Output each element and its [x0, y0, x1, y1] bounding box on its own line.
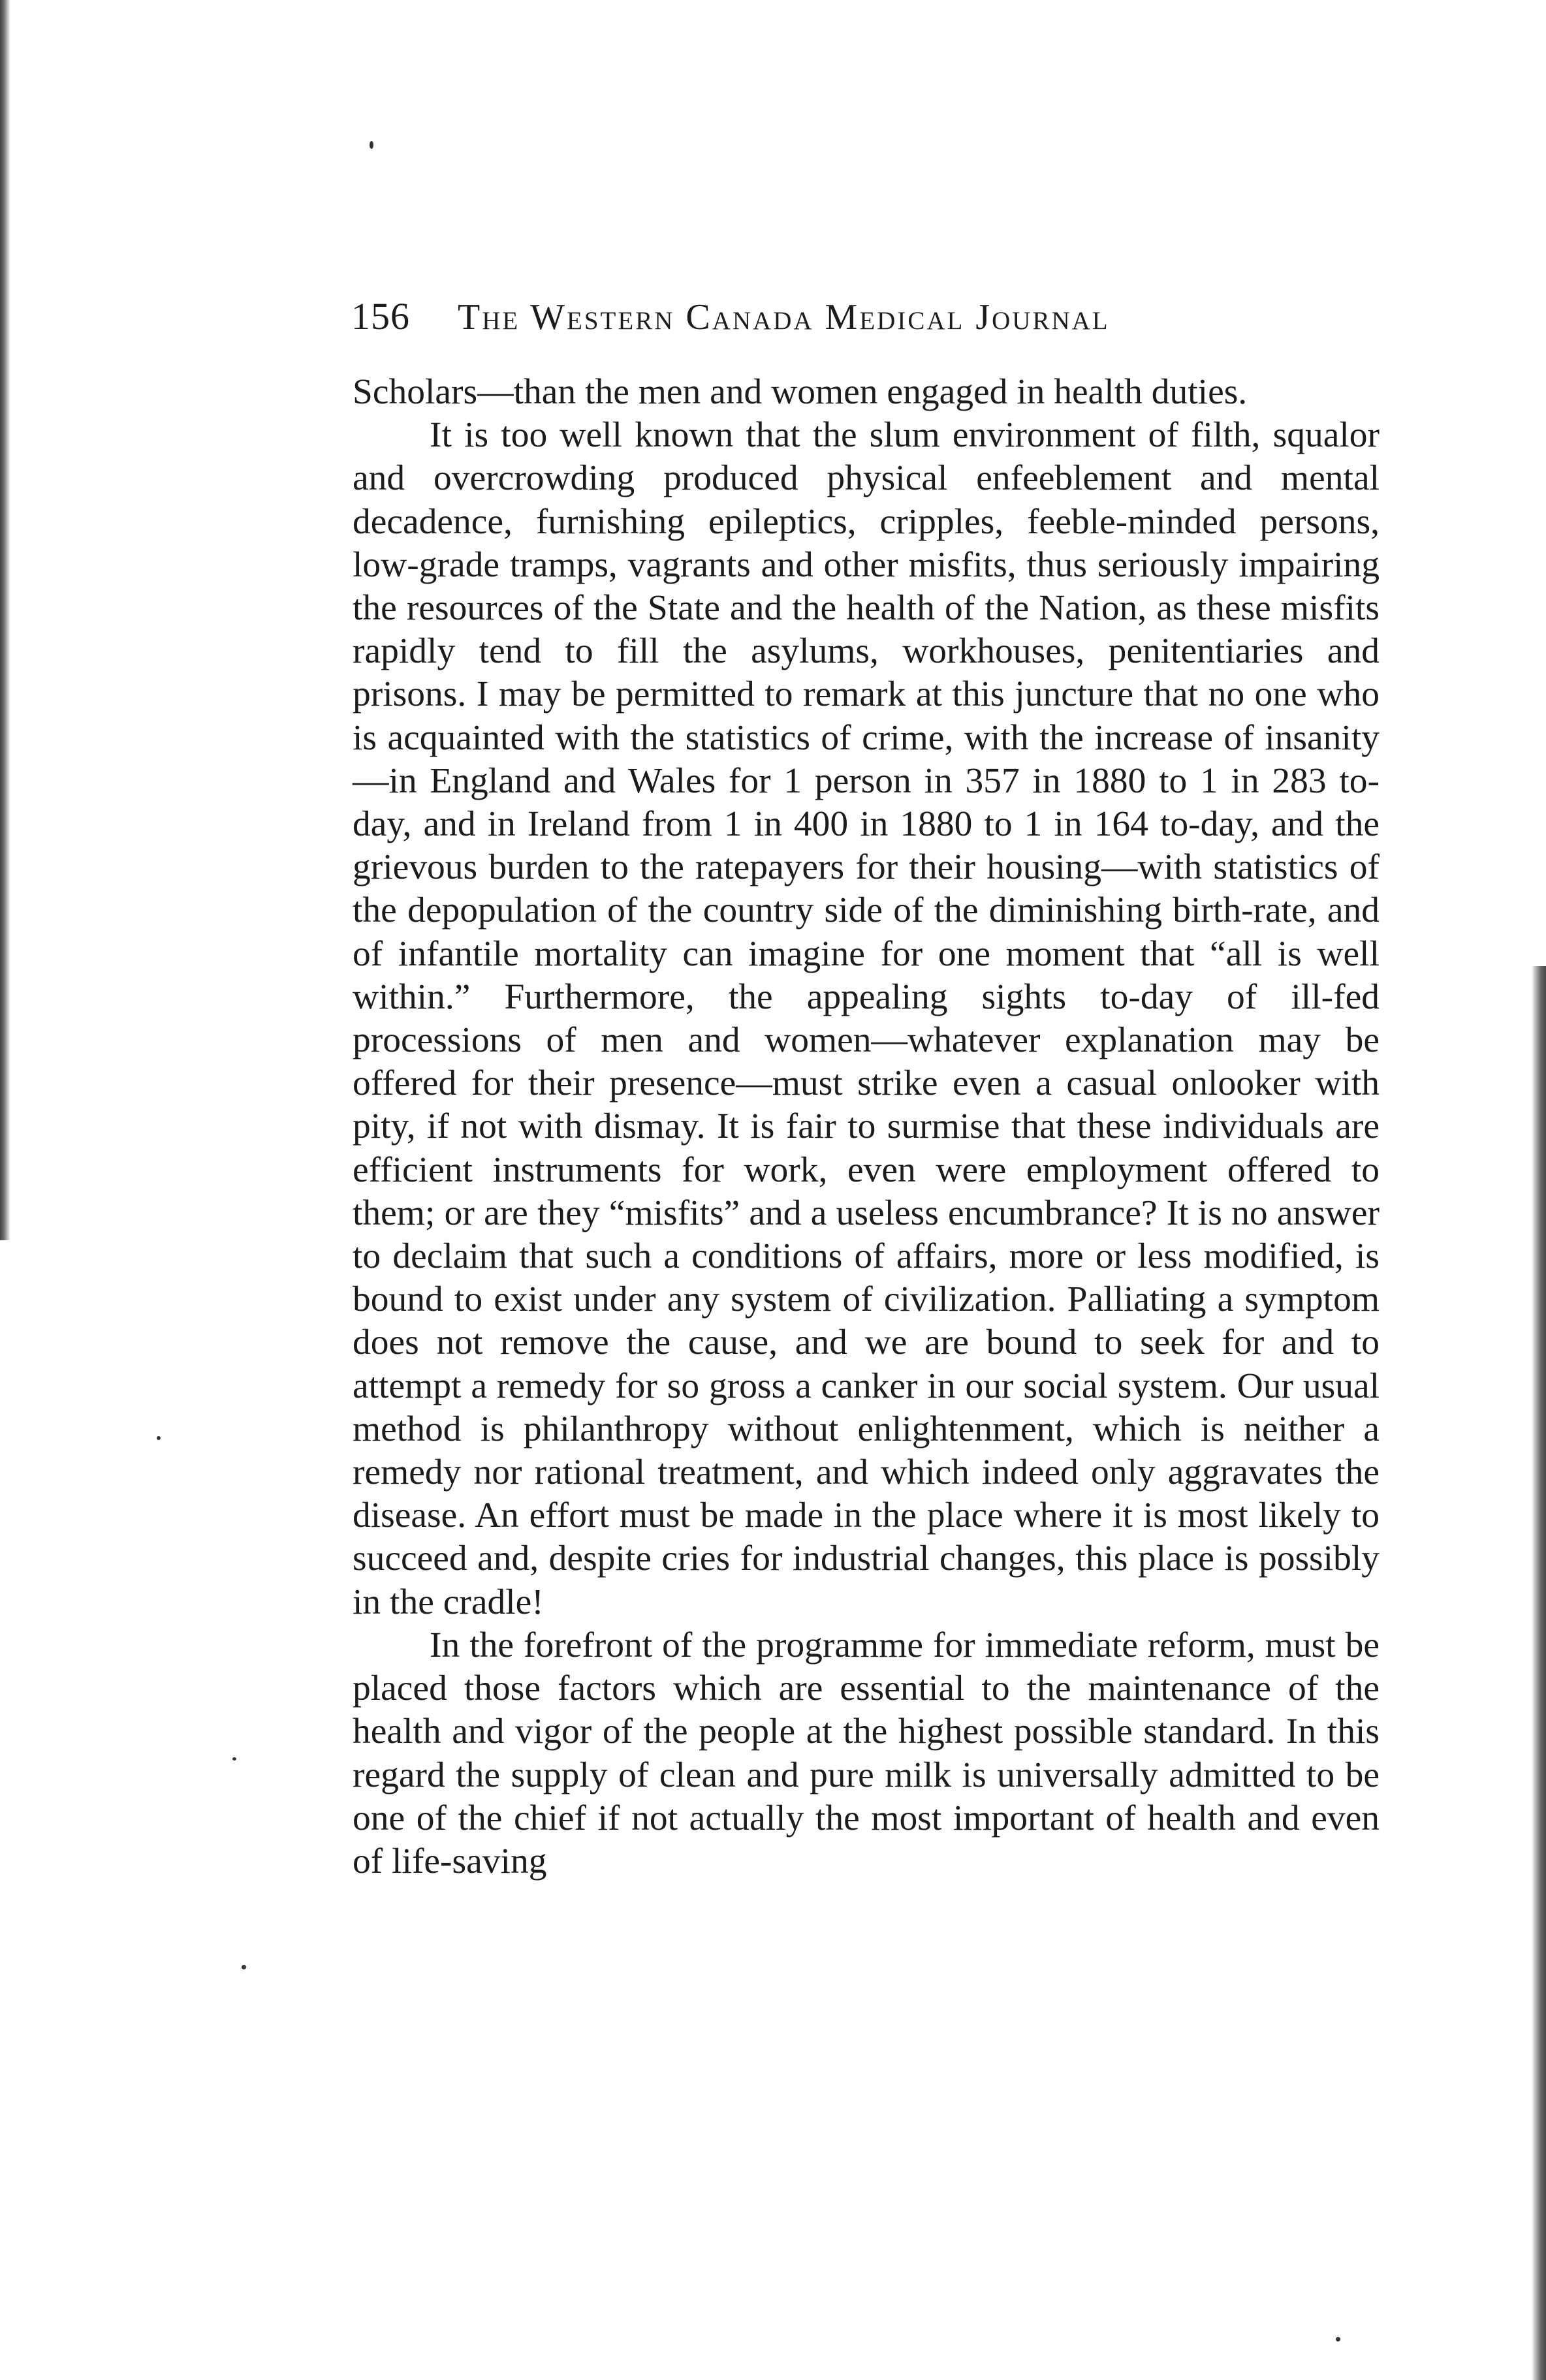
paragraph: It is too well known that the slum environment of filth, squalor and overcrowding produced physical enfeeblement and mental decadence, furnishing epileptics, cripples, feeble-minded persons, low-grade tramps, vagrants and other misfits, thus seriously impairing the resources of the State and the health of the Nation, as these misfits rapidly tend to fill the asylums, workhouses, penitentiaries and prisons. I may be permitted to remark at this juncture that no one who is acquainted with the statistics of crime, with the increase of insanity—in England and Wales for 1 person in 357 in 1880 to 1 in 283 to-day, and in Ireland from 1 in 400 in 1880 to 1 in 164 to-day, and the grievous burden to the ratepayers for their housing—with statistics of the depopulation of the country side of the diminishing birth-rate, and of infantile mortality can imagine for one moment that “all is well within.” Furthermore, the appealing sights to-day of ill-fed processions of men and women—whatever explanation may be offered for their presence—must strike even a casual onlooker with pity, if not with dismay. It is fair to surmise that these individuals are efficient instruments for work, even were employment offered to them; or are they “misfits” and a useless encumbrance? It is no answer to declaim that such a conditions of affairs, more or less modified, is bound to exist under any system of civilization. Palliating a symptom does not remove the cause, and we are bound to seek for and to attempt a remedy for so gross a canker in our social system. Our usual method is philanthropy without enlightenment, which is neither a remedy nor rational treatment, and which indeed only aggravates the disease. An effort must be made in the place where it is most likely to succeed and, despite cries for industrial changes, this place is possibly in the cradle!	[353, 415, 1380, 1622]
scan-binding-edge-left	[0, 0, 10, 1240]
page-number: 156	[351, 295, 410, 337]
article-body	[353, 371, 1380, 1883]
scan-speck	[242, 1965, 246, 1969]
scan-binding-edge-right	[1532, 966, 1546, 2380]
scan-speck	[232, 1757, 236, 1761]
running-head	[351, 287, 1383, 346]
scan-speck	[370, 141, 373, 149]
paragraph: In the forefront of the programme for immediate reform, must be placed those factors which are essential to the maintenance of the health and vigor of the people at the highest possible standard. In this regard the supply of clean and pure milk is universally admitted to be one of the chief if not actually the most important of health and even of life-saving	[353, 1625, 1380, 1881]
journal-title: The Western Canada Medical Journal	[458, 297, 1110, 337]
scan-speck	[157, 1436, 161, 1440]
paragraph-continued: Scholars—than the men and women engaged in health duties.	[353, 372, 1248, 412]
scan-speck	[1336, 2337, 1340, 2341]
